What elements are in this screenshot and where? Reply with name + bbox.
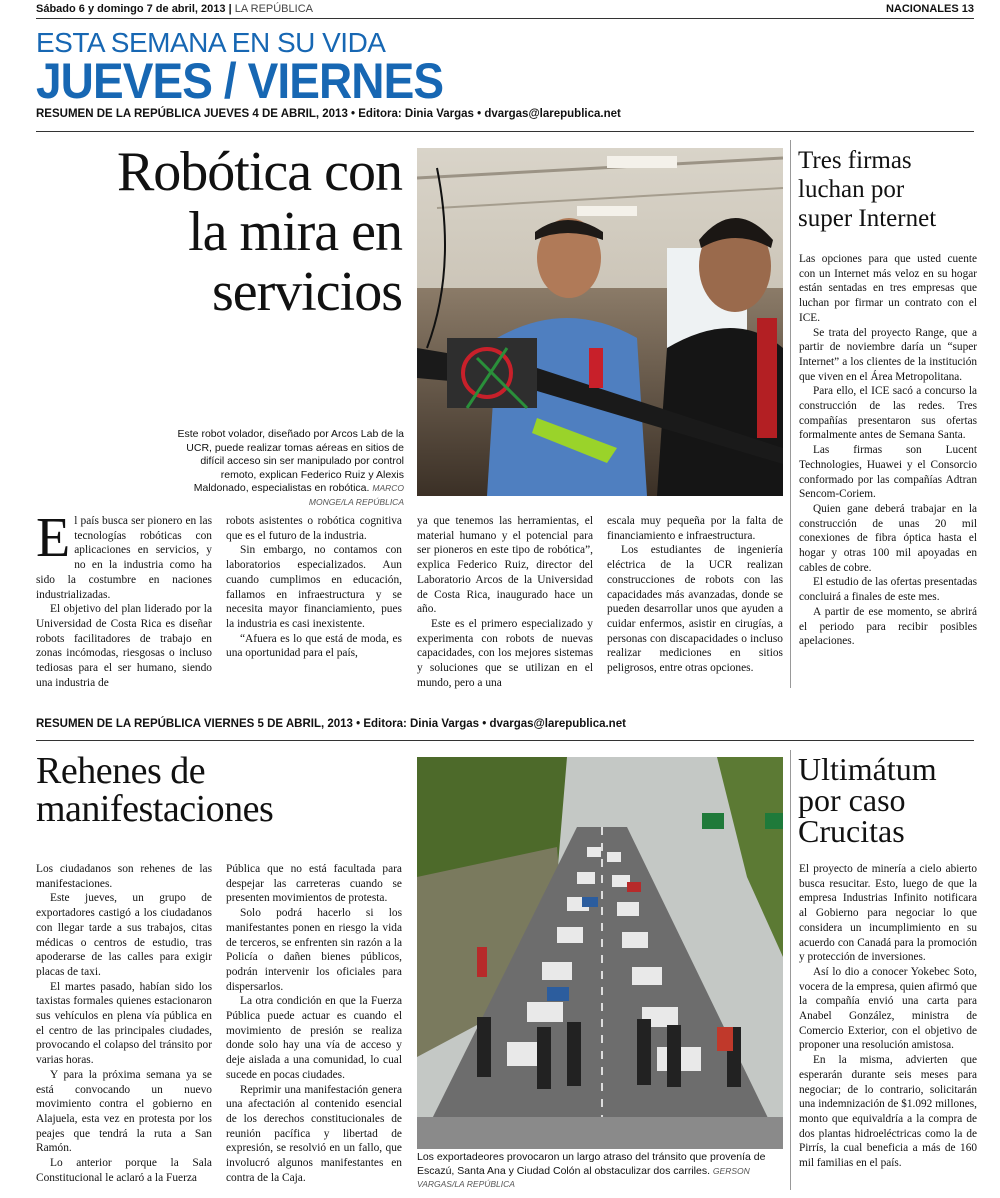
header-rule [36, 18, 974, 19]
robotics-article-col-1: El país busca ser pionero en las tecnologías robóticas con aplicaciones en servicios, y no en la industria como ha sido la costumbre en naciones industrializadas. El objetivo del plan liderado por la Universidad de Costa Rica es diseñar robots facilitadores de trabajo en zonas incómodas, riesgosas o incluso tediosas para el ser humano, siendo una industria de [36, 507, 212, 689]
column-divider [790, 750, 791, 1190]
protests-headline: Rehenes de manifestaciones [36, 750, 274, 830]
traffic-photo [417, 757, 783, 1149]
day-title: JUEVES / VIERNES [36, 53, 444, 109]
photo-credit: MARCO MONGE/LA REPÚBLICA [308, 483, 404, 507]
publication-name: LA REPÚBLICA [234, 3, 313, 15]
traffic-photo-caption: Los exportadeores provocaron un largo atraso del tránsito que provenía de Escazú, Santa Ana y Ciudad Colón al obstaculizar dos carriles. GERSON VARGAS/LA REPÚBLICA [417, 1151, 766, 1189]
thursday-summary-line: RESUMEN DE LA REPÚBLICA JUEVES 4 DE ABRIL, 2013 • Editora: Dinia Vargas • dvargas@larepublica.net [36, 108, 621, 120]
protests-article-col-2: Pública que no está facultada para despejar las carreteras cuando se presenten movimientos de protesta. Solo podrá hacerlo si los manifestantes ponen en riesgo la vida de terceros, se enfrenten sin razón a la Policía o dañen bienes públicos, podrán intervenir los oficiales para dispersarlos. La otra condición en que la Fuerza Pública puede actuar es cuando el movimiento de presión se realiza donde solo hay una vía de acceso y deje aislada a una comunidad, lo cual sucede en pocas ciudades. Reprimir una manifestación genera una afectación al contenido esencial de los derechos constitucionales de reunión pacífica y libertad de expresión, se resolvió en un fallo, que involucró algunos manifestantes en contra de la Caja. [226, 863, 402, 1184]
crucitas-headline: Ultimátum por caso Crucitas [798, 751, 937, 849]
column-divider [790, 140, 791, 688]
robotics-article-col-2: robots asistentes o robótica cognitiva que es el futuro de la industria. Sin embargo, no contamos con laboratorios especializados. Aun cuando cumplimos en educación, fallamos en infraestructura y se necesita mayor financiamiento, pues la industria es casi inexistente. “Afuera es lo que está de moda, es una oportunidad para el país, [226, 515, 402, 660]
friday-rule [36, 740, 974, 741]
robotics-article-col-3: ya que tenemos las herramientas, el material humano y el potencial para ser pioneros en este tipo de robótica”, explica Federico Ruiz, director del Laboratorio Arcos de la Universidad de Costa Rica, inaugurado hace un año. Este es el primero especializado y experimenta con robots de nuevas capacidades, con los mejores sistemas y soluciones que se utilizan en el mundo, pero a una [417, 515, 593, 689]
protests-article-col-1: Los ciudadanos son rehenes de las manifestaciones. Este jueves, un grupo de exportadores castigó a los ciudadanos con llegar tarde a sus trabajos, citas médicas o centros de estudio, tras apoderarse de las calles para exigir placas de taxi. El martes pasado, habían sido los taxistas formales quienes estacionaron sus vehículos en plena vía pública en el centro de las principales ciudades, provocando el colapso del tránsito por varias horas. Y para la próxima semana ya se está convocando un nuevo movimiento contra el gobierno en Alajuela, esta vez en protesta por los peajes que tendrá la ruta a San Ramón. Lo anterior porque la Sala Constitucional le aclaró a la Fuerza [36, 863, 212, 1184]
friday-summary-line: RESUMEN DE LA REPÚBLICA VIERNES 5 DE ABRIL, 2013 • Editora: Dinia Vargas • dvargas@larepublica.net [36, 718, 626, 730]
robot-photo [417, 148, 783, 496]
robot-photo-caption: Este robot volador, diseñado por Arcos Lab de la UCR, puede realizar tomas aéreas en sitios de difícil acceso sin ser manipulado por control remoto, explican Federico Ruiz y Alexis Maldonado, especialistas en robótica. MARCO MONGE/LA REPÚBLICA [177, 428, 404, 507]
photo-credit: GERSON VARGAS/LA REPÚBLICA [417, 1165, 750, 1189]
robotics-article-col-4: escala muy pequeña por la falta de financiamiento e infraestructura. Los estudiantes de ingeniería eléctrica de la UCR realizan construcciones de robots con las capacidades más avanzadas, donde se pueden desarrollar unos que ayuden a cuidar enfermos, asistir en cirugías, a personas con discapacidades o incluso realizar mediciones en sitios peligrosos, entre otras opciones. [607, 515, 783, 675]
section-page-number: NACIONALES 13 [885, 3, 974, 15]
internet-article: Las opciones para que usted cuente con un Internet más veloz en su hogar están sentadas en tres empresas que luchan por firmar un contrato con el ICE. Se trata del proyecto Range, que a partir de noviembre daría un “super Internet” a los clientes de la institución que viven en el Área Metropolitana. Para ello, el ICE sacó a concurso la construcción de las redes. Tres compañías presentaron sus ofertas formalmente antes de Semana Santa. Las firmas son Lucent Technologies, Huawei y el Consorcio conformado por las compañías Adtran Sencom-Coriem. Quien gane deberá trabajar en la construcción de unas 20 mil conexiones de fibra óptica hasta el hogar y otras 100 mil apoyadas en cables de cobre. El estudio de las ofertas presentadas concluirá a finales de este mes. A partir de ese momento, se abrirá el periodo para recibir posibles apelaciones. [799, 253, 977, 648]
thursday-rule [36, 131, 974, 132]
internet-headline: Tres firmas luchan por super Internet [798, 147, 937, 232]
date-line: Sábado 6 y domingo 7 de abril, 2013 | LA REPÚBLICA [36, 3, 313, 15]
crucitas-article: El proyecto de minería a cielo abierto busca resucitar. Esto, luego de que la empresa Industrias Infinito notificara al Gobierno para negociar lo que considera un incumplimiento en su acuerdo con Canadá para la promoción y protección de inversiones. Así lo dio a conocer Yokebec Soto, vocera de la empresa, quien afirmó que la compañía envió una carta para Anabel González, ministra de Comercio Exterior, con el objetivo de proponer una resolución amistosa. En la misma, advierten que esperarán durante seis meses para negociar; de lo contrario, solicitarán una indemnización de $1.092 millones, monto que equivaldría a la compra de dos plantas hidroeléctricas como la de Pirrís, la cual beneficia a más de 160 mil familias en el país. [799, 863, 977, 1170]
robotics-headline: Robótica con la mira en servicios [116, 141, 402, 323]
page-header [36, 3, 974, 19]
section-kicker: ESTA SEMANA EN SU VIDA [36, 27, 386, 58]
drop-cap: E [36, 507, 71, 569]
